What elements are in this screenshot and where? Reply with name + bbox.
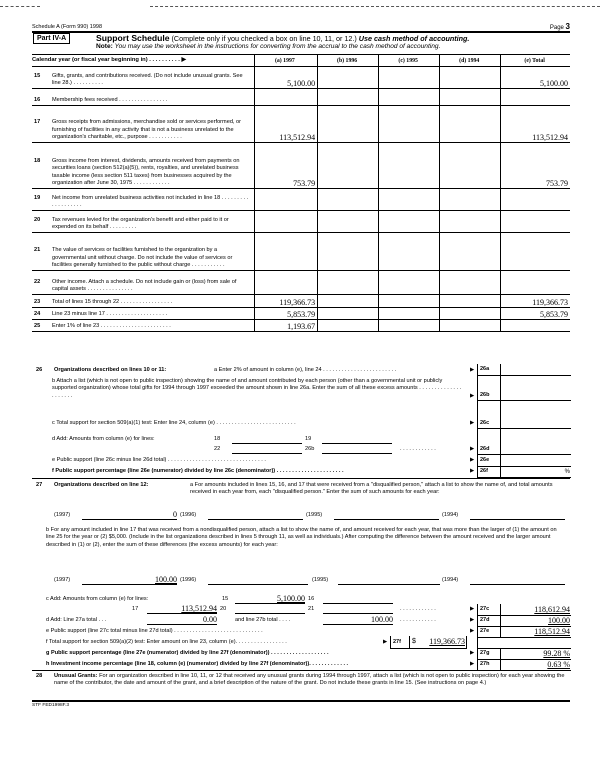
arrow-icon: ▶ (470, 457, 475, 463)
arrow-icon: ▶ (470, 606, 475, 612)
amount-field[interactable] (379, 211, 440, 233)
line-27d-value[interactable]: 100.00 (548, 616, 570, 625)
line-code: 27f (393, 639, 401, 645)
amount-field[interactable] (440, 211, 501, 233)
dollar-sign: $ (412, 638, 416, 645)
amount-field[interactable] (318, 308, 379, 320)
arrow-icon: ▶ (470, 393, 475, 399)
arrow-icon: ▶ (383, 639, 388, 645)
footer-rule (32, 700, 570, 702)
column-header: (b) 1996 (318, 55, 379, 67)
line-number: 15 (34, 72, 41, 79)
part-title-instructions: (Complete only if you checked a box on line 10, 11, or 12.) (171, 34, 357, 43)
part-title-method: Use cash method of accounting. (358, 34, 470, 43)
line-27d-b-value: 100.00 (371, 615, 393, 624)
line-27d-a-field[interactable] (147, 624, 217, 625)
year-label: (1994) (442, 512, 459, 518)
line-27b-1995-field[interactable] (338, 584, 440, 585)
scan-artifact-line (0, 6, 40, 7)
amount-field[interactable]: 1,193.67 (254, 320, 317, 332)
support-schedule-table (32, 54, 570, 332)
table-row (32, 233, 570, 271)
amount-field[interactable]: 5,100.00 (254, 67, 317, 89)
arrow-icon: ▶ (470, 628, 475, 634)
amount-field[interactable]: 753.79 (254, 143, 317, 189)
column-header: (a) 1997 (254, 55, 317, 67)
line-26a-text: a Enter 2% of amount in column (e), line 24 . . . . . . . . . . . . . . . . . . . . . . . . (214, 367, 397, 373)
amount-field[interactable] (254, 89, 317, 106)
line-27d-text: d Add: Line 27a total . . . (46, 617, 107, 623)
line-27c-20-field[interactable] (235, 613, 305, 614)
line-number: 16 (34, 96, 41, 103)
year-label: (1996) (180, 577, 197, 583)
amount-field[interactable] (318, 89, 379, 106)
line-number: 17 (34, 119, 41, 126)
line-ref: 16 (308, 596, 315, 602)
line-27d-a-value: 0.00 (203, 615, 217, 624)
part-note (96, 43, 440, 50)
percent-sign: % (564, 469, 570, 475)
line-27e-text: e Public support (line 27c total minus line 27d total) . . . . . . . . . . . . . . . . . . . . . . . . . . . . . (46, 628, 263, 634)
line-27f-box (390, 636, 467, 649)
note-label: Note: (96, 43, 113, 50)
line-26c-text: c Total support for section 509(a)(1) test: Enter line 24, column (e) . . . . . . . . . . . . . . . . . . . . . . . . . . (52, 420, 296, 426)
line-number: 25 (34, 322, 41, 329)
amount-field[interactable] (379, 67, 440, 89)
table-row (32, 295, 570, 308)
line-number: 21 (34, 247, 41, 254)
line-ref: 21 (308, 606, 315, 612)
line-ref: 22 (214, 446, 221, 452)
amount-field[interactable] (501, 233, 570, 271)
line-ref: 17 (132, 606, 139, 612)
amount-field[interactable] (318, 189, 379, 211)
line-code: 26c (478, 401, 501, 428)
line-26d-26b-field[interactable] (322, 453, 392, 454)
line-27b-text: b For any amount included in line 17 that was received from a nondisqualified person, attach a list to show the name of, and amount received for each year, that was more than the larger of (1) the amount on line 25 for the year or (2) $5,000. (Include in the list organizations described in lines 5 through 11, as well as individuals.) After computing the difference between the amount received and the larger amount described in (1) or (2), enter the sum of these differences (the excess amounts) for each year: (46, 527, 557, 548)
line-26f-box (477, 466, 571, 478)
scan-artifact-line (150, 6, 600, 7)
amount-field[interactable] (379, 320, 440, 332)
line-number: 20 (34, 216, 41, 223)
line-description: Enter 1% of line 23 . . . . . . . . . . . . . . . . . . . . . . . (52, 322, 171, 329)
line-code: 26d (478, 429, 501, 454)
line-27d-mid: and line 27b total . . . . (235, 617, 291, 623)
amount-field[interactable] (501, 271, 570, 295)
line-description: Tax revenues levied for the organization's benefit and either paid to it or expended on its behalf . . . . . . . . . (52, 216, 229, 230)
page-label: Page (549, 25, 564, 31)
part-label: Part IV-A (33, 33, 70, 44)
table-row (32, 211, 570, 233)
amount-field[interactable]: 113,512.94 (501, 106, 570, 143)
row-label (32, 89, 254, 106)
line-27b-1996-field[interactable] (208, 584, 308, 585)
arrow-icon: ▶ (470, 617, 475, 623)
line-27c-16-field[interactable] (323, 603, 393, 604)
amount-field[interactable] (379, 271, 440, 295)
amount-field[interactable] (318, 106, 379, 143)
line-code: 27c (478, 604, 501, 615)
line-27d-b-field[interactable] (323, 624, 393, 625)
line-27f-value[interactable]: 119,366.73 (429, 637, 465, 646)
amount-field[interactable]: 113,512.94 (254, 106, 317, 143)
line-27c-17-value: 113,512.94 (181, 604, 217, 613)
row-label (32, 211, 254, 233)
year-label: (1995) (312, 577, 329, 583)
line-26d-19-field[interactable] (322, 443, 392, 444)
column-header: (e) Total (501, 55, 570, 67)
amount-field[interactable] (440, 295, 501, 308)
amount-field[interactable] (254, 189, 317, 211)
arrow-icon: ▶ (470, 446, 475, 452)
amount-field[interactable] (440, 189, 501, 211)
line-number: 24 (34, 310, 41, 317)
amount-field[interactable] (318, 67, 379, 89)
row-label (32, 320, 254, 332)
table-header-row (32, 55, 570, 67)
table-row (32, 189, 570, 211)
line-27b-1997-field[interactable] (82, 584, 177, 585)
dot-leader: . . . . . . . . . . . . (400, 606, 436, 612)
amount-field[interactable] (440, 308, 501, 320)
amount-field[interactable] (254, 211, 317, 233)
row-label (32, 308, 254, 320)
amount-field[interactable] (318, 320, 379, 332)
amount-field[interactable] (254, 233, 317, 271)
line-27g-value[interactable]: 99.28 % (543, 649, 570, 658)
amount-field[interactable]: 753.79 (501, 143, 570, 189)
row-label (32, 143, 254, 189)
line-27f-text: f Total support for section 509(a)(2) test: Enter amount on line 23, column (e). . . . . . . . . . . . . . . . . (46, 639, 287, 645)
form-id: Schedule A (Form 990) 1998 (32, 24, 103, 30)
line-26-heading: Organizations described on lines 10 or 11: (54, 367, 167, 373)
row-label (32, 67, 254, 89)
amount-field[interactable] (318, 211, 379, 233)
amount-field[interactable] (501, 320, 570, 332)
amount-field[interactable] (379, 89, 440, 106)
arrow-icon: ▶ (470, 420, 475, 426)
amount-field[interactable] (440, 233, 501, 271)
line-26c-box (477, 401, 571, 429)
amount-field[interactable]: 119,366.73 (501, 295, 570, 308)
row-label (32, 106, 254, 143)
line-27a-1995-field[interactable] (334, 519, 439, 520)
row-label (32, 233, 254, 271)
amount-field[interactable] (440, 89, 501, 106)
line-description: The value of services or facilities furnished to the organization by a governmental unit without charge. Do not include the value of services or facilities generally furnished to the public without charge . . . . . . . . . . . (52, 247, 233, 268)
table-row (32, 320, 570, 332)
line-27c-text: c Add: Amounts from column (e) for lines: (46, 596, 149, 602)
page-number-value: 3 (565, 22, 570, 31)
line-ref: 18 (214, 436, 221, 442)
line-ref: 19 (305, 436, 312, 442)
amount-field[interactable] (318, 143, 379, 189)
amount-field[interactable] (318, 271, 379, 295)
line-number: 18 (34, 158, 41, 165)
amount-field[interactable]: 119,366.73 (254, 295, 317, 308)
column-header: (d) 1994 (440, 55, 501, 67)
line-27a-1997-field[interactable] (82, 519, 177, 520)
line-26d-18-field[interactable] (232, 443, 302, 444)
table-row (32, 271, 570, 295)
line-code: 27h (478, 659, 501, 670)
line-description: Membership fees received . . . . . . . . . . . . . . . . (52, 96, 168, 103)
section-rule (32, 670, 570, 671)
line-27-number: 27 (36, 482, 43, 488)
table-row (32, 67, 570, 89)
amount-field[interactable] (440, 271, 501, 295)
line-27b-1997-value: 100.00 (155, 575, 177, 584)
line-27h-value[interactable]: 0.63 % (547, 660, 570, 669)
table-row (32, 308, 570, 320)
arrow-icon: ▶ (470, 661, 475, 667)
amount-field[interactable] (254, 271, 317, 295)
line-ref: 20 (220, 606, 227, 612)
year-label: (1996) (180, 512, 197, 518)
divider (409, 636, 410, 648)
line-27h-text: h Investment income percentage (line 18, column (e) (numerator) divided by line 27f (denominator)). . . . . . . . . . . . . (46, 661, 349, 667)
amount-field[interactable]: 5,100.00 (501, 67, 570, 89)
line-27c-17-field[interactable] (147, 613, 217, 614)
row-label (32, 295, 254, 308)
line-code: 26b (478, 376, 501, 400)
amount-field[interactable] (440, 143, 501, 189)
arrow-icon: ▶ (470, 367, 475, 373)
line-27a-1994-field[interactable] (470, 519, 565, 520)
line-code: 26e (478, 455, 501, 466)
section-rule (32, 478, 570, 479)
line-26d-22-field[interactable] (232, 453, 302, 454)
line-27-heading: Organizations described on line 12: (54, 482, 149, 488)
dot-leader: . . . . . . . . . . . . (400, 617, 436, 623)
line-28-text (54, 673, 568, 688)
table-row (32, 143, 570, 189)
year-label: (1994) (442, 577, 459, 583)
line-description: Total of lines 15 through 22 . . . . . . . . . . . . . . . . . (52, 298, 173, 305)
line-26d-text: d Add: Amounts from column (e) for lines: (52, 436, 155, 442)
amount-field[interactable] (379, 233, 440, 271)
footer-code: STF FED1998F.3 (32, 703, 70, 708)
line-27c-21-field[interactable] (323, 613, 393, 614)
line-description: Gifts, grants, and contributions received. (Do not include unusual grants. See line 28.) . . . . . . . . . . (52, 72, 243, 86)
line-26a-box (477, 364, 571, 376)
calendar-year-label: Calendar year (or fiscal year beginning in) . . . . . . . . . . ▶ (32, 55, 254, 67)
line-description: Net income from unrelated business activities not included in line 18 . . . . . . . . . . . . . . . . . . . (52, 194, 249, 208)
page-number (550, 22, 570, 31)
line-description: Line 23 minus line 17 . . . . . . . . . . . . . . . . . . . . (52, 310, 168, 317)
line-number: 19 (34, 194, 41, 201)
line-code: 26a (478, 364, 501, 375)
line-27c-15-field[interactable] (235, 603, 305, 604)
amount-field[interactable] (318, 295, 379, 308)
line-27a-1997-value: 0 (173, 510, 177, 519)
line-28-heading: Unusual Grants: (54, 673, 98, 679)
line-27a-1996-field[interactable] (208, 519, 303, 520)
amount-field[interactable] (379, 308, 440, 320)
amount-field[interactable] (440, 320, 501, 332)
year-label: (1995) (306, 512, 323, 518)
amount-field[interactable]: 5,853.79 (254, 308, 317, 320)
line-description: Other income. Attach a schedule. Do not include gain or (loss) from sale of capital assets . . . . . . . . . . . . . . . (52, 278, 237, 292)
line-28-number: 28 (36, 673, 43, 679)
year-label: (1997) (54, 577, 71, 583)
amount-field[interactable] (440, 67, 501, 89)
line-26d-box (477, 429, 571, 455)
line-description: Gross income from interest, dividends, amounts received from payments on securities loans (section 512(a)(5)), rents, royalties, and unrelated business taxable income (less section 511 taxes) from businesses acquired by the organization after June 30, 1975 . . . . . . . . . . . . (52, 158, 240, 186)
line-27e-value[interactable]: 118,512.94 (534, 627, 570, 636)
table-row (32, 89, 570, 106)
arrow-icon: ▶ (470, 468, 475, 474)
line-description: Gross receipts from admissions, merchandise sold or services performed, or furnishing of facilities in any activity that is not a business unrelated to the organization's charitable, etc., purpose . . . . . . . . . . . (52, 119, 242, 140)
dot-leader: . . . . . . . . . . . . (400, 446, 436, 452)
line-27g-text: g Public support percentage (line 27e (numerator) divided by line 27f (denominator)) . . . . . . . . . . . . . . . . . . . (46, 650, 329, 656)
shaded-area (478, 637, 501, 648)
line-code: 27d (478, 615, 501, 626)
amount-field[interactable] (501, 89, 570, 106)
line-number: 22 (34, 278, 41, 285)
amount-field[interactable] (379, 143, 440, 189)
line-26b-box (477, 376, 571, 401)
note-text: You may use the worksheet in the instructions for converting from the accrual to the cash method of accounting. (114, 43, 441, 50)
line-26b-text: b Attach a list (which is not open to public inspection) showing the name of and amount contributed by each person (other than a governmental unit or publicly supported organization) whose total gifts for 1994 through 1997 exceeded the amount shown in line 26a. Enter the sum of all these excess amounts . . . . . . . . . . . . . . . . . . . . . (52, 378, 462, 399)
amount-field[interactable] (501, 211, 570, 233)
year-label: (1997) (54, 512, 71, 518)
line-26e-text: e Public support (line 26c minus line 26d total) . . . . . . . . . . . . . . . . . . . . . . . . . . . . . . . . (52, 457, 266, 463)
line-number: 23 (34, 298, 41, 305)
column-header: (c) 1995 (379, 55, 440, 67)
line-ref: 15 (222, 596, 229, 602)
amount-field[interactable] (440, 106, 501, 143)
part-title-text: Support Schedule (96, 33, 170, 43)
line-27a-text: a For amounts included in lines 15, 16, and 17 that were received from a "disqualified person," attach a list to show the name of, and total amounts received in each year from, each "disqualified person." Enter the sum of such amounts for each year: (190, 482, 553, 496)
line-code: 26f (478, 466, 501, 477)
line-27c-15-value: 5,100.00 (277, 594, 305, 603)
line-code: 27e (478, 626, 501, 637)
amount-field[interactable] (379, 189, 440, 211)
amount-field[interactable] (379, 106, 440, 143)
line-27b-1994-field[interactable] (470, 584, 565, 585)
amount-field[interactable] (318, 233, 379, 271)
amount-field[interactable]: 5,853.79 (501, 308, 570, 320)
line-ref: 26b (305, 446, 315, 452)
line-27c-value[interactable]: 118,612.94 (534, 605, 570, 614)
line-26f-text: f Public support percentage (line 26e (numerator) divided by line 26c (denominator)) . . . . . . . . . . . . . . . . . . . . . . (52, 468, 344, 474)
arrow-icon: ▶ (470, 650, 475, 656)
amount-field[interactable] (379, 295, 440, 308)
table-row (32, 106, 570, 143)
row-label (32, 189, 254, 211)
amount-field[interactable] (501, 189, 570, 211)
row-label (32, 271, 254, 295)
line-code: 27g (478, 648, 501, 659)
line-28-description: For an organization described in line 10, 11, or 12 that received any unusual grants during 1994 through 1997, attach a list (which is not open to public inspection) for each year showing the name of the contributor, the date and amount of the grant, and a brief description of the nature of the grant. Do not include these grants in line 15. (See instructions on page 4.) (54, 673, 565, 687)
line-26-number: 26 (36, 367, 43, 373)
